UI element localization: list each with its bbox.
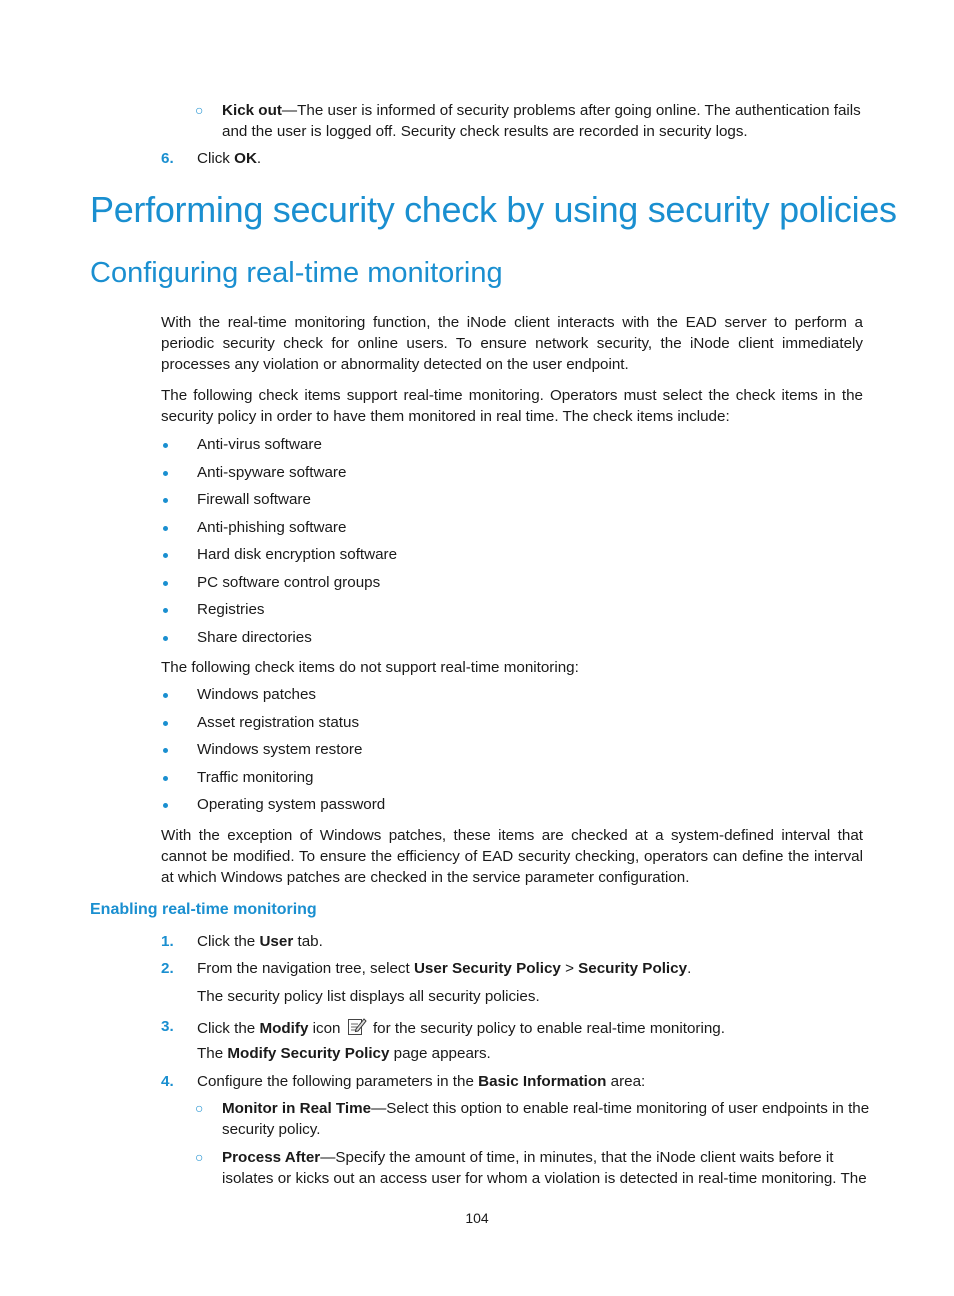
security-policy-label: Security Policy <box>578 960 688 977</box>
step-4-pre: Configure the following parameters in the <box>197 1073 479 1090</box>
bullet-dot-icon <box>163 636 168 641</box>
step-number: 3. <box>161 1018 174 1035</box>
step-number: 2. <box>161 960 174 977</box>
list-item: Firewall software <box>197 491 311 508</box>
list-item: PC software control groups <box>197 573 381 591</box>
step-number: 6. <box>161 150 174 167</box>
sub-item-2-text: —Specify the amount of time, in minutes, that the iNode client waits before it <box>320 1149 834 1166</box>
sub-item-1-line-2: security policy. <box>222 1121 321 1138</box>
step-4-post: area: <box>606 1073 646 1090</box>
bullet-dot-icon <box>163 608 168 613</box>
modify-icon <box>347 1016 367 1036</box>
step-number: 4. <box>161 1073 174 1090</box>
bullet-dot-icon <box>163 471 168 476</box>
step-2-note: The security policy list displays all security policies. <box>197 988 540 1005</box>
sub-item-2-line-2: isolates or kicks out an access user for whom a violation is detected in real-time monitoring. The <box>222 1170 867 1187</box>
list-item: Operating system password <box>197 796 386 813</box>
bullet-dot-icon <box>163 803 168 808</box>
page-number: 104 <box>465 1210 489 1226</box>
list-item: Anti-spyware software <box>197 463 347 481</box>
hollow-circle-icon: ○ <box>195 1149 204 1165</box>
bullet-dot-icon <box>163 498 168 503</box>
step-number: 1. <box>161 933 174 950</box>
step-3-pre: Click the <box>197 1020 260 1037</box>
list-item: Registries <box>197 601 265 618</box>
step-1-pre: Click the <box>197 933 260 950</box>
user-security-policy-label: User Security Policy <box>413 960 561 977</box>
bullet-dot-icon <box>163 776 168 781</box>
monitor-in-real-time-label: Monitor in Real Time <box>222 1100 372 1117</box>
bullet-dot-icon <box>163 526 168 531</box>
list-item: Traffic monitoring <box>197 768 314 786</box>
step-3 <box>197 1016 725 1039</box>
process-after-label: Process After <box>222 1149 321 1166</box>
paragraph-2: The following check items support real-time monitoring. Operators must select the check items in the security policy in order to have them monitored in real time. The check items include: <box>161 387 863 425</box>
kickout-line-1 <box>222 100 861 121</box>
step-6 <box>197 148 261 169</box>
kickout-text-1: —The user is informed of security problems after going online. The authentication fails <box>281 102 861 119</box>
basic-information-label: Basic Information <box>478 1073 607 1090</box>
step-2-separator: > <box>560 960 579 977</box>
sub-item-1-text: —Select this option to enable real-time monitoring of user endpoints in the <box>371 1100 870 1117</box>
subsection-title: Enabling real-time monitoring <box>90 901 317 918</box>
list-item: Asset registration status <box>197 713 360 731</box>
list-item: Anti-phishing software <box>197 518 347 536</box>
hollow-circle-icon: ○ <box>195 102 204 118</box>
user-tab-label: User <box>259 933 294 950</box>
list-item: Windows system restore <box>197 741 363 758</box>
list-item: Hard disk encryption software <box>197 546 398 563</box>
step-3-mid: icon <box>308 1020 345 1037</box>
step-3-note-pre: The <box>197 1045 228 1062</box>
ok-label: OK <box>234 150 257 167</box>
step-4 <box>197 1071 645 1092</box>
step-3-post: for the security policy to enable real-time monitoring. <box>368 1020 725 1037</box>
step-1-post: tab. <box>293 933 323 950</box>
modify-security-policy-label: Modify Security Policy <box>227 1045 390 1062</box>
paragraph-4: With the exception of Windows patches, these items are checked at a system-defined interval that cannot be modified. To ensure the efficiency of EAD security checking, operators can define the interval at which Windows patches are checked in the service parameter configuration. <box>161 827 863 886</box>
step-2 <box>197 958 691 979</box>
kickout-label: Kick out <box>222 102 282 119</box>
paragraph-3: The following check items do not support real-time monitoring: <box>161 659 579 676</box>
step-3-note <box>197 1043 491 1064</box>
hollow-circle-icon: ○ <box>195 1100 204 1116</box>
step-2-pre: From the navigation tree, select <box>197 960 414 977</box>
step-6-post: . <box>256 150 262 167</box>
section-title: Configuring real-time monitoring <box>90 257 503 289</box>
list-item: Windows patches <box>197 686 317 703</box>
step-3-note-post: page appears. <box>389 1045 491 1062</box>
bullet-dot-icon <box>163 693 168 698</box>
sub-item-1-line-1 <box>222 1098 869 1119</box>
bullet-dot-icon <box>163 553 168 558</box>
paragraph-1: With the real-time monitoring function, the iNode client interacts with the EAD server to perform a periodic security check for online users. To ensure network security, the iNode client immediately processes any violation or abnormality detected on the user endpoint. <box>161 314 863 373</box>
step-1 <box>197 931 323 952</box>
modify-label: Modify <box>259 1020 309 1037</box>
step-6-pre: Click <box>197 150 235 167</box>
bullet-dot-icon <box>163 581 168 586</box>
bullet-dot-icon <box>163 443 168 448</box>
sub-item-2-line-1 <box>222 1147 833 1168</box>
list-item: Anti-virus software <box>197 436 322 453</box>
kickout-line-2: and the user is logged off. Security check results are recorded in security logs. <box>222 123 748 140</box>
step-2-post: . <box>687 960 692 977</box>
bullet-dot-icon <box>163 748 168 753</box>
bullet-dot-icon <box>163 721 168 726</box>
page-title: Performing security check by using security policies <box>90 189 897 230</box>
list-item: Share directories <box>197 628 312 646</box>
